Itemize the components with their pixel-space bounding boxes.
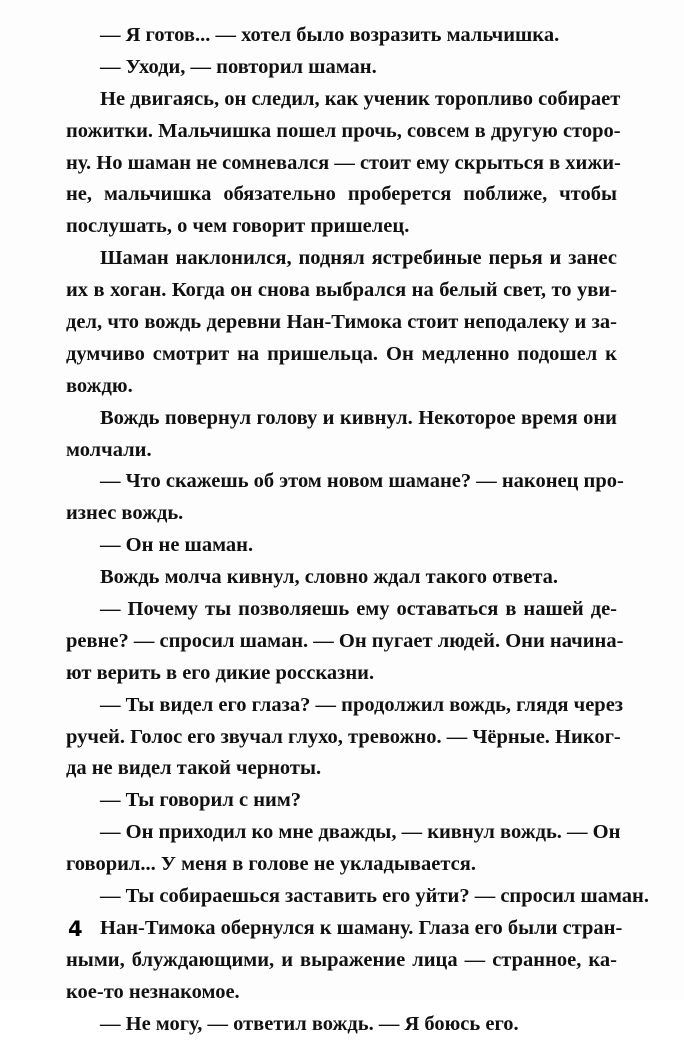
- text-line: — Ты говорил с ним?: [100, 789, 302, 812]
- text-line: — Он не шаман.: [100, 534, 254, 557]
- text-line: изнес вождь.: [66, 502, 184, 525]
- text-line: вождю.: [66, 374, 133, 397]
- text-line: кое-то незнакомое.: [66, 980, 240, 1003]
- text-line: — Он приходил ко мне дважды, — кивнул вождь. — Он: [100, 821, 621, 844]
- text-line: — Что скажешь об этом новом шамане? — наконец про-: [100, 470, 624, 493]
- text-line: Шаман наклонился, поднял ястребиные перья и занес: [100, 247, 617, 270]
- text-line: послушать, о чем говорит пришелец.: [66, 215, 410, 238]
- text-line: Вождь повернул голову и кивнул. Некоторое время они: [100, 406, 617, 429]
- text-line: ют верить в его дикие россказни.: [66, 661, 375, 684]
- text-line: Вождь молча кивнул, словно ждал такого ответа.: [100, 566, 559, 589]
- text-line: думчиво смотрит на пришельца. Он медленно подошел к: [66, 342, 617, 365]
- text-line: Не двигаясь, он следил, как ученик торопливо собирает: [100, 87, 621, 110]
- page-body-text: [66, 20, 649, 1041]
- text-line: ну. Но шаман не сомневался — стоит ему скрыться в хижи-: [66, 151, 621, 174]
- text-line: не, мальчишка обязательно проберется поближе, чтобы: [66, 183, 617, 206]
- text-line: ными, блуждающими, и выражение лица — странное, ка-: [66, 948, 617, 971]
- text-line: пожитки. Мальчишка пошел прочь, совсем в другую сторо-: [66, 119, 621, 142]
- text-line: говорил... У меня в голове не укладывается.: [66, 853, 476, 876]
- text-line: дел, что вождь деревни Нан-Тимока стоит неподалеку и за-: [66, 311, 617, 334]
- text-line: — Ты видел его глаза? — продолжил вождь, глядя через: [100, 693, 624, 716]
- text-line: — Уходи, — повторил шаман.: [100, 55, 377, 78]
- text-line: да не видел такой черноты.: [66, 757, 322, 780]
- text-line: ручей. Голос его звучал глухо, тревожно. — Чёрные. Никог-: [66, 725, 621, 748]
- page-number: 4: [68, 917, 83, 941]
- text-line: Нан-Тимока обернулся к шаману. Глаза его были стран-: [100, 916, 623, 939]
- text-line: — Я готов... — хотел было возразить мальчишка.: [100, 24, 560, 46]
- text-line: — Почему ты позволяешь ему оставаться в нашей де-: [100, 598, 617, 621]
- text-line: молчали.: [66, 438, 152, 461]
- text-line: — Ты собираешься заставить его уйти? — спросил шаман.: [100, 885, 649, 908]
- text-line: ревне? — спросил шаман. — Он пугает людей. Они начина-: [66, 629, 624, 652]
- text-line: — Не могу, — ответил вождь. — Я боюсь его.: [100, 1012, 519, 1035]
- text-line: их в хоган. Когда он снова выбрался на белый свет, то уви-: [66, 279, 617, 302]
